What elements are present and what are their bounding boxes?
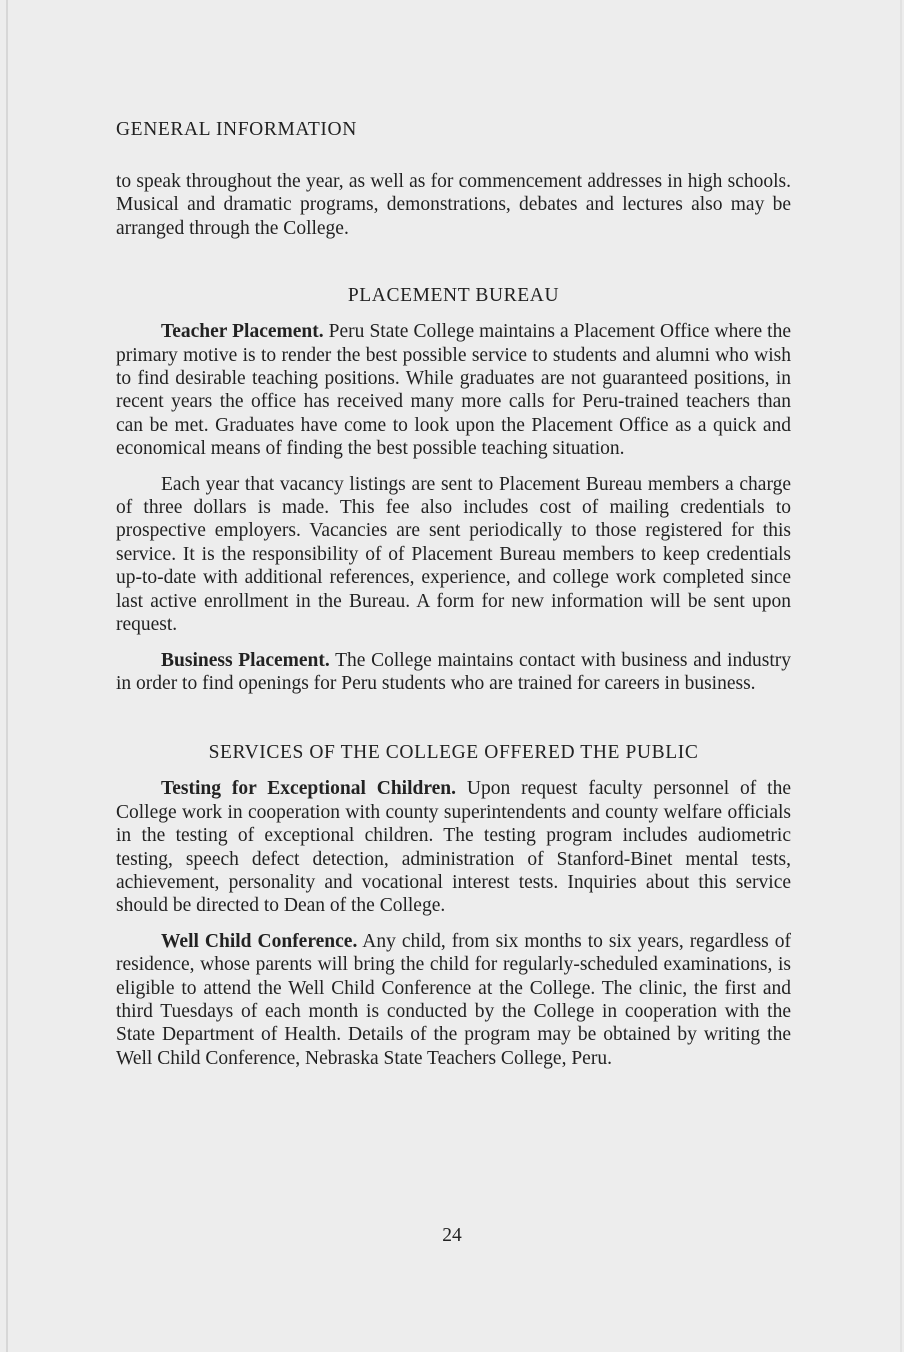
well-child-heading: Well Child Conference.	[161, 930, 358, 952]
testing-text: Upon request faculty personnel of the College work in cooperation with county superintendents and county welfare officials in the testing of exceptional children. The testing program includes audiometric testing, speech defect detection, administration of Stanford-Binet mental tests, achievement, personality and vocational interest tests. Inquiries about this service should be directed to Dean of the College.	[116, 778, 791, 917]
testing-heading: Testing for Exceptional Children.	[161, 778, 457, 800]
page-edge-left	[6, 0, 8, 1352]
public-services-title: SERVICES OF THE COLLEGE OFFERED THE PUBLIC	[208, 742, 699, 764]
intro-paragraph: to speak throughout the year, as well as for commencement addresses in high schools. Musical and dramatic programs, demonstrations, debates and lectures also may be arranged through the College.	[116, 171, 791, 239]
running-head: GENERAL INFORMATION	[116, 119, 357, 140]
teacher-placement-heading: Teacher Placement.	[161, 321, 324, 343]
teacher-placement-text: Peru State College maintains a Placement Office where the primary motive is to render the best possible service to students and alumni who wish to find desirable teaching positions. While graduates are not guaranteed positions, in recent years the office has received many more calls for Peru-trained teachers than can be met. Graduates have come to look upon the Placement Office as a quick and economical means of finding the best possible teaching situation.	[116, 321, 791, 460]
teacher-placement-paragraph	[116, 320, 791, 460]
page-content	[116, 118, 791, 1070]
well-child-paragraph	[116, 930, 791, 1070]
business-placement-heading: Business Placement.	[161, 649, 330, 671]
business-placement-text: The College maintains contact with business and industry in order to find openings for Peru students who are trained for careers in business.	[116, 649, 791, 694]
business-placement-paragraph	[116, 649, 791, 696]
testing-paragraph	[116, 777, 791, 917]
placement-bureau-title: PLACEMENT BUREAU	[347, 285, 560, 307]
page-edge-right	[900, 0, 902, 1352]
placement-fees-paragraph: Each year that vacancy listings are sent to Placement Bureau members a charge of three dollars is made. This fee also includes cost of mailing credentials to prospective employers. Vacancies are sent periodically to those registered for this service. It is the responsibility of of Placement Bureau members to keep credentials up-to-date with additional references, experience, and college work completed since last active enrollment in the Bureau. A form for new information will be sent upon request.	[116, 473, 791, 636]
page-number: 24	[442, 1225, 462, 1246]
well-child-text: Any child, from six months to six years, regardless of residence, whose parents will bring the child for regularly-scheduled examinations, is eligible to attend the Well Child Conference at the College. The clinic, the first and third Tuesdays of each month is conducted by the College in cooperation with the State Department of Health. Details of the program may be obtained by writing the Well Child Conference, Nebraska State Teachers College, Peru.	[116, 930, 791, 1069]
